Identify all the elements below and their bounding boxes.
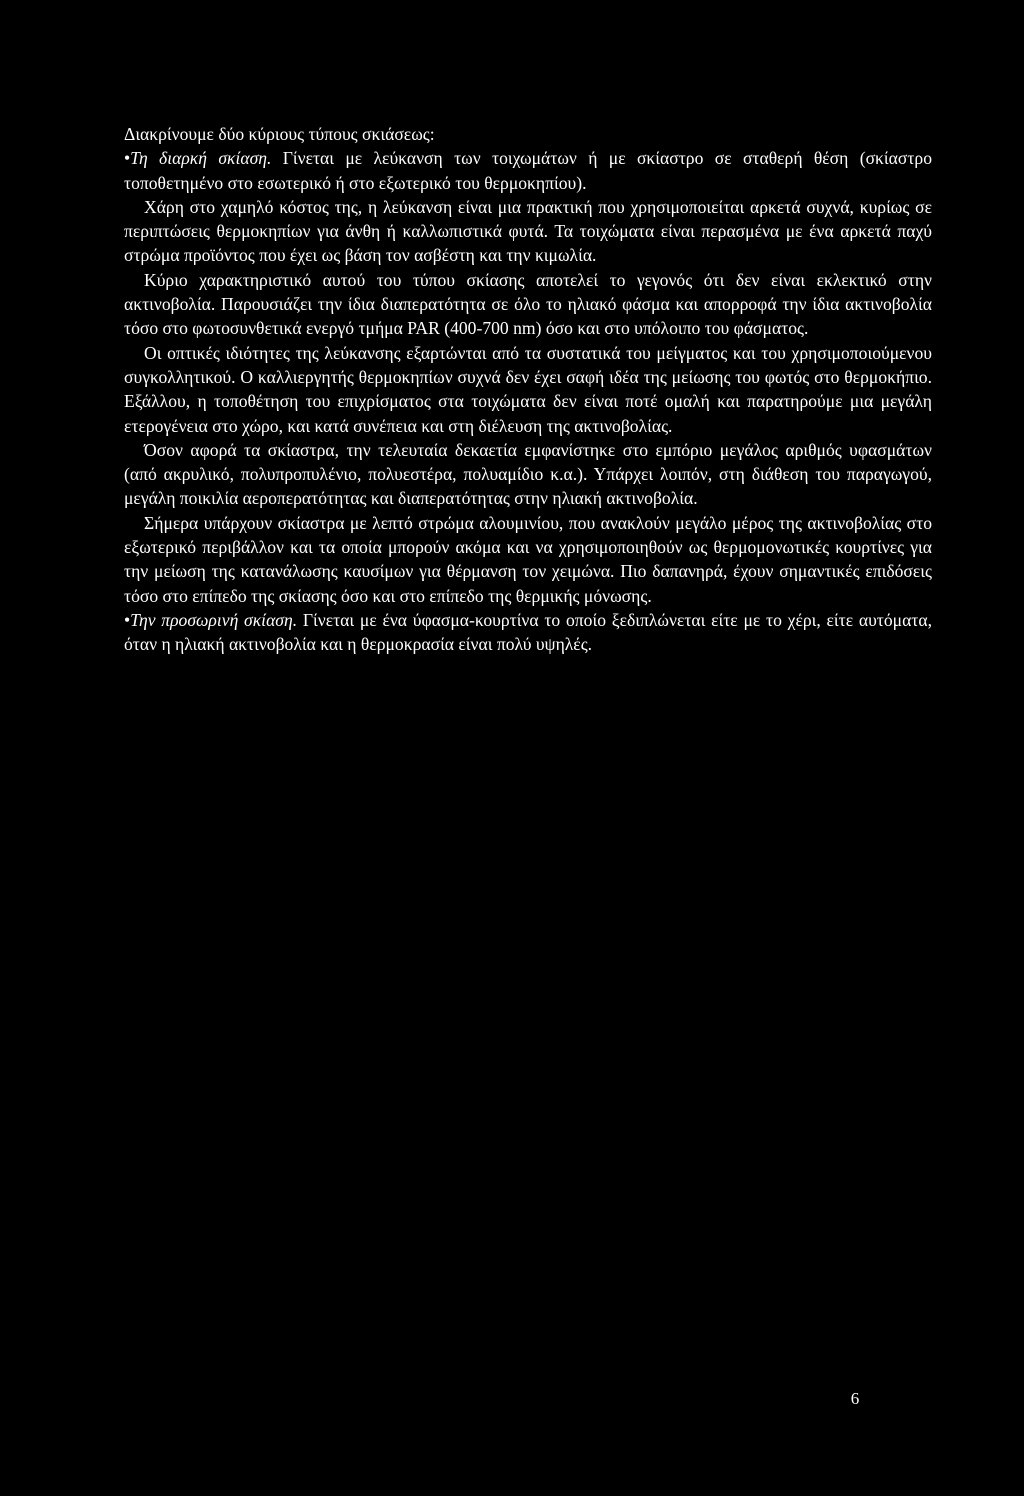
document-body <box>124 122 932 657</box>
bullet-temporary-shading <box>124 608 932 657</box>
page-number: 6 <box>850 1389 860 1408</box>
bullet-marker: • <box>124 148 131 169</box>
paragraph: Σήμερα υπάρχουν σκίαστρα με λεπτό στρώμα αλουμινίου, που ανακλούν μεγάλο μέρος της ακτινοβολίας στο εξωτερικό περιβάλλον και τα οποία μπορούν ακόμα και να χρησιμοποιηθούν ως θερμομονωτικές κουρτίνες για την μείωση της κατανάλωσης καυσίμων για θέρμανση τον χειμώνα. Πιο δαπανηρά, έχουν σημαντικές επιδόσεις τόσο στο επίπεδο της σκίασης όσο και στο επίπεδο της θερμικής μόνωσης. <box>124 512 932 606</box>
paragraph: Χάρη στο χαμηλό κόστος της, η λεύκανση είναι μια πρακτική που χρησιμοποιείται αρκετά συχνά, κυρίως σε περιπτώσεις θερμοκηπίων για άνθη ή καλλωπιστικά φυτά. Τα τοιχώματα είναι περασμένα με ένα αρκετά παχύ στρώμα προϊόντος που έχει ως βάση τον ασβέστη και την κιμωλία. <box>124 196 932 266</box>
bullet-permanent-shading <box>124 146 932 195</box>
paragraph: Όσον αφορά τα σκίαστρα, την τελευταία δεκαετία εμφανίστηκε στο εμπόριο μεγάλος αριθμός υφασμάτων (από ακρυλικό, πολυπροπυλένιο, πολυεστέρα, πολυαμίδιο κ.α.). Υπάρχει λοιπόν, στη διάθεση του παραγωγού, μεγάλη ποικιλία αεροπερατότητας και διαπερατότητας στην ηλιακή ακτινοβολία. <box>124 439 932 509</box>
bullet-text: Γίνεται με λεύκανση των τοιχωμάτων ή με σκίαστρο σε σταθερή θέση (σκίαστρο τοποθετημένο στο εσωτερικό ή στο εξωτερικό του θερμοκηπίου). <box>124 148 933 193</box>
bullet-marker: • <box>124 609 131 630</box>
intro-line: Διακρίνουμε δύο κύριους τύπους σκιάσεως: <box>124 124 435 144</box>
paragraph: Οι οπτικές ιδιότητες της λεύκανσης εξαρτώνται από τα συστατικά του μείγματος και του χρησιμοποιούμενου συγκολλητικού. Ο καλλιεργητής θερμοκηπίων συχνά δεν έχει σαφή ιδέα της μείωσης του φωτός στο θερμοκήπιο. Εξάλλου, η τοποθέτηση του επιχρίσματος στα τοιχώματα δεν είναι ποτέ ομαλή και παρατηρούμε μια μεγάλη ετερογένεια στο χώρο, και κατά συνέπεια και στη διέλευση της ακτινοβολίας. <box>124 342 932 436</box>
paragraph: Κύριο χαρακτηριστικό αυτού του τύπου σκίασης αποτελεί το γεγονός ότι δεν είναι εκλεκτικό στην ακτινοβολία. Παρουσιάζει την ίδια διαπερατότητα σε όλο το ηλιακό φάσμα και απορροφά την ίδια ακτινοβολία τόσο στο φωτοσυνθετικά ενεργό τμήμα PAR (400-700 nm) όσο και στο υπόλοιπο του φάσματος. <box>124 269 932 339</box>
bullet-term: Τη διαρκή σκίαση. <box>130 148 272 169</box>
bullet-text: Γίνεται με ένα ύφασμα-κουρτίνα το οποίο ξεδιπλώνεται είτε με το χέρι, είτε αυτόματα, όταν η ηλιακή ακτινοβολία και η θερμοκρασία είναι πολύ υψηλές. <box>124 609 932 655</box>
bullet-term: Την προσωρινή σκίαση. <box>130 609 298 630</box>
